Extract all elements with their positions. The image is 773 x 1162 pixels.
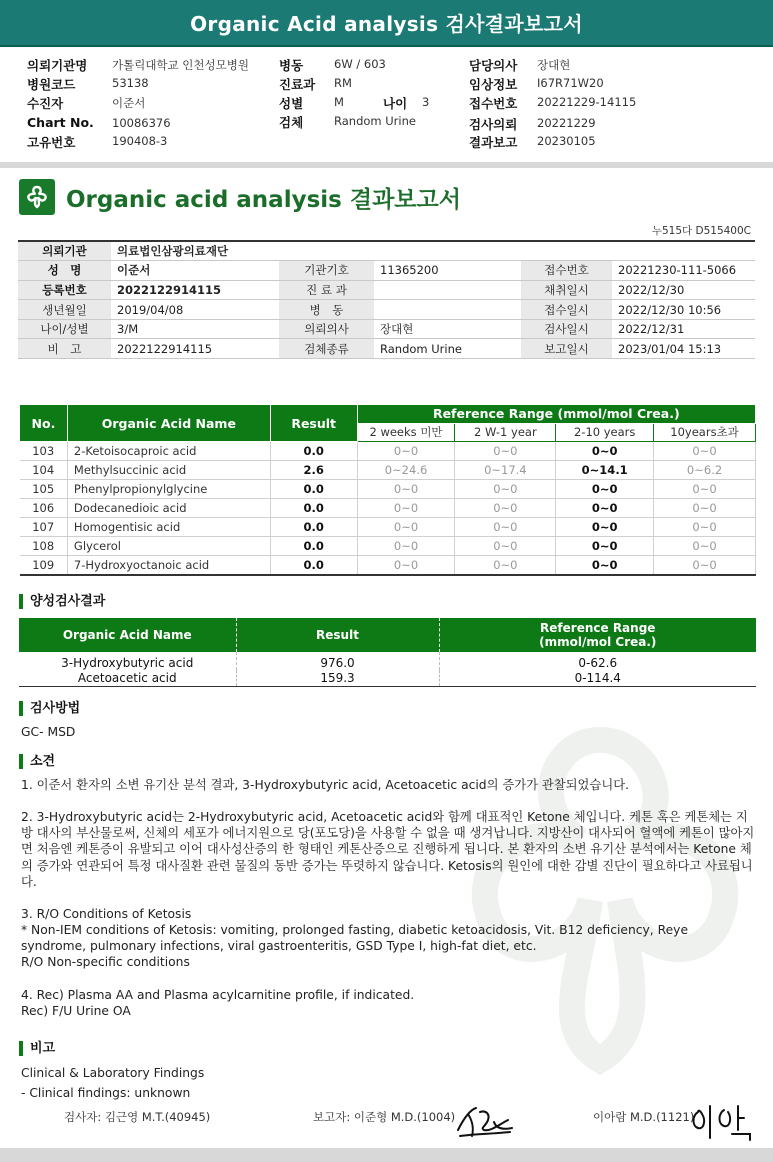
header-label: 의뢰기관명	[27, 58, 88, 73]
pos-ref-line2: (mmol/mol Crea.)	[539, 635, 657, 649]
header-value-age: 3	[422, 95, 430, 109]
info-label: 접수번호	[521, 261, 612, 281]
info-value: 2022/12/31	[612, 319, 755, 339]
result-value: 0.0	[270, 499, 357, 518]
page-title-bar	[0, 0, 773, 47]
ref-range-2w: 0~24.6	[357, 461, 455, 480]
ref-range-2-10y: 0~0	[556, 556, 654, 575]
info-label: 비 고	[18, 339, 111, 359]
finding-4-rec-plasma: 4. Rec) Plasma AA and Plasma acylcarnitine profile, if indicated.	[21, 988, 415, 1002]
ref-range-1y: 0~0	[455, 480, 556, 499]
ref-range-2w: 0~0	[357, 556, 455, 575]
result-name: Glycerol	[67, 537, 270, 556]
result-no: 107	[20, 518, 68, 537]
pos-ref: 0-114.4	[439, 670, 756, 686]
pos-ref-line1: Reference Range	[540, 621, 656, 635]
result-value: 0.0	[270, 556, 357, 575]
info-value: 11365200	[374, 261, 521, 281]
info-value: 2022122914115	[111, 280, 279, 300]
header-label: 검사의뢰	[469, 117, 518, 132]
header-value: I67R71W20	[537, 76, 604, 90]
info-value	[374, 280, 521, 300]
header-value: 190408-3	[112, 134, 168, 148]
ref-range-2-10y: 0~14.1	[556, 461, 654, 480]
info-value: 2022/12/30 10:56	[612, 300, 755, 320]
header-label: 임상정보	[469, 77, 518, 92]
result-value: 2.6	[270, 461, 357, 480]
header-label: 고유번호	[27, 135, 76, 150]
ref-range-2w: 0~0	[357, 480, 455, 499]
finding-4-rec-urine: Rec) F/U Urine OA	[21, 1004, 131, 1018]
header-label: 병원코드	[27, 77, 76, 92]
info-value: 의료법인삼광의료재단	[111, 241, 755, 261]
tester-signature-label: 검사자: 김근영 M.T.(40945)	[64, 1110, 211, 1124]
pos-col-header-result: Result	[236, 618, 439, 652]
remarks-line-2: - Clinical findings: unknown	[21, 1086, 191, 1100]
header-label: 진료과	[279, 77, 316, 92]
pos-name: 3-Hydroxybutyric acid	[19, 652, 236, 670]
remarks-line-1: Clinical & Laboratory Findings	[21, 1066, 205, 1080]
header-value: RM	[334, 76, 352, 90]
info-label: 보고일시	[521, 339, 612, 359]
result-row	[20, 442, 756, 461]
ref-subheader: 2 W-1 year	[455, 423, 556, 442]
info-label: 등록번호	[18, 280, 111, 300]
result-name: 7-Hydroxyoctanoic acid	[67, 556, 270, 575]
remarks-section-title: 비고	[19, 1041, 55, 1056]
findings-section-title: 소견	[19, 754, 55, 769]
result-value: 0.0	[270, 537, 357, 556]
result-name: Dodecanedioic acid	[67, 499, 270, 518]
header-value: 20221229	[537, 116, 596, 130]
info-label: 접수일시	[521, 300, 612, 320]
lab-logo-icon	[19, 179, 55, 215]
info-label: 나이/성별	[18, 319, 111, 339]
method-section-title: 검사방법	[19, 701, 80, 716]
pos-col-header-ref	[439, 618, 756, 652]
result-no: 103	[20, 442, 68, 461]
pos-result: 976.0	[236, 652, 439, 670]
ref-range-10y-plus: 0~0	[654, 442, 756, 461]
result-no: 104	[20, 461, 68, 480]
ref-range-2w: 0~0	[357, 518, 455, 537]
info-value: 2019/04/08	[111, 300, 279, 320]
reporter-signature-label: 보고자: 이준형 M.D.(1004)	[313, 1110, 456, 1124]
reviewer-handwritten-signature	[688, 1100, 760, 1142]
finding-3-heading: 3. R/O Conditions of Ketosis	[21, 907, 192, 921]
info-label: 성 명	[18, 261, 111, 281]
result-no: 106	[20, 499, 68, 518]
header-value: 20221229-14115	[537, 95, 637, 109]
result-row	[20, 480, 756, 499]
info-label: 병 동	[279, 300, 374, 320]
col-header-ref: Reference Range (mmol/mol Crea.)	[357, 405, 755, 424]
header-value: 6W / 603	[334, 57, 386, 71]
info-value: 2022122914115	[111, 339, 279, 359]
page-title: Organic Acid analysis 검사결과보고서	[190, 12, 583, 36]
ref-subheader: 2-10 years	[556, 423, 654, 442]
finding-3-nonspecific: R/O Non-specific conditions	[21, 955, 190, 969]
reviewer-signature-label: 이아람 M.D.(1121)	[593, 1110, 695, 1124]
ref-range-2-10y: 0~0	[556, 442, 654, 461]
info-value: 2022/12/30	[612, 280, 755, 300]
ref-range-1y: 0~0	[455, 518, 556, 537]
header-value: M	[334, 95, 344, 109]
report-title: Organic acid analysis 결과보고서	[66, 187, 461, 213]
finding-3-detail: * Non-IEM conditions of Ketosis: vomiting, prolonged fasting, diabetic ketoacidosis, Vit. B12 deficiency, Reye syndrome, pulmonary infections, viral gastroenteritis, GSD Type I, high-fat diet, etc.	[21, 923, 689, 954]
col-header-no: No.	[20, 405, 68, 442]
footer-bar	[0, 1148, 773, 1162]
result-name: Homogentisic acid	[67, 518, 270, 537]
ref-range-2-10y: 0~0	[556, 499, 654, 518]
patient-header	[0, 50, 773, 162]
header-label: 접수번호	[469, 96, 518, 111]
ref-range-2-10y: 0~0	[556, 480, 654, 499]
info-value: Random Urine	[374, 339, 521, 359]
ref-range-10y-plus: 0~0	[654, 518, 756, 537]
ref-range-10y-plus: 0~0	[654, 480, 756, 499]
section-divider	[0, 162, 773, 168]
info-label: 진 료 과	[279, 280, 374, 300]
ref-range-10y-plus: 0~0	[654, 537, 756, 556]
header-value: Random Urine	[334, 114, 416, 128]
ref-range-2w: 0~0	[357, 499, 455, 518]
info-value: 장대현	[374, 319, 521, 339]
result-row	[20, 556, 756, 575]
ref-range-1y: 0~0	[455, 537, 556, 556]
info-label: 생년월일	[18, 300, 111, 320]
result-value: 0.0	[270, 518, 357, 537]
header-value: 가톨릭대학교 인천성모병원	[112, 58, 249, 72]
pos-result: 159.3	[236, 670, 439, 686]
header-label-age: 나이	[383, 96, 408, 111]
ref-range-2-10y: 0~0	[556, 537, 654, 556]
positive-section-title: 양성검사결과	[19, 594, 105, 609]
ref-range-1y: 0~0	[455, 499, 556, 518]
info-value	[374, 300, 521, 320]
results-table	[19, 404, 756, 576]
header-label: 병동	[279, 58, 304, 73]
result-name: 2-Ketoisocaproic acid	[67, 442, 270, 461]
col-header-name: Organic Acid Name	[67, 405, 270, 442]
ref-range-1y: 0~0	[455, 556, 556, 575]
header-value: 20230105	[537, 134, 596, 148]
info-label: 채취일시	[521, 280, 612, 300]
ref-range-10y-plus: 0~6.2	[654, 461, 756, 480]
result-name: Phenylpropionylglycine	[67, 480, 270, 499]
report-code: 누515다 D515400C	[651, 225, 751, 237]
method-value: GC- MSD	[21, 725, 76, 739]
header-label: 검체	[279, 115, 304, 130]
ref-subheader: 2 weeks 미만	[357, 423, 455, 442]
info-value: 3/M	[111, 319, 279, 339]
result-row	[20, 499, 756, 518]
result-no: 108	[20, 537, 68, 556]
info-value: 2023/01/04 15:13	[612, 339, 755, 359]
ref-range-1y: 0~0	[455, 442, 556, 461]
patient-info-table	[18, 240, 755, 359]
header-label: Chart No.	[27, 115, 94, 130]
info-value: 이준서	[111, 261, 279, 281]
col-header-result: Result	[270, 405, 357, 442]
ref-range-10y-plus: 0~0	[654, 556, 756, 575]
result-row	[20, 518, 756, 537]
ref-subheader: 10years초과	[654, 423, 756, 442]
header-value: 10086376	[112, 116, 171, 130]
header-value: 이준서	[112, 96, 146, 110]
result-name: Methylsuccinic acid	[67, 461, 270, 480]
result-row	[20, 461, 756, 480]
header-value: 장대현	[537, 58, 571, 72]
header-label: 결과보고	[469, 135, 518, 150]
ref-range-10y-plus: 0~0	[654, 499, 756, 518]
header-label: 성별	[279, 96, 304, 111]
info-value: 20221230-111-5066	[612, 261, 755, 281]
result-row	[20, 537, 756, 556]
info-label: 의뢰의사	[279, 319, 374, 339]
pos-name: Acetoacetic acid	[19, 670, 236, 686]
pos-col-header-name: Organic Acid Name	[19, 618, 236, 652]
result-value: 0.0	[270, 480, 357, 499]
result-no: 105	[20, 480, 68, 499]
header-label: 담당의사	[469, 58, 518, 73]
header-label: 수진자	[27, 96, 64, 111]
result-no: 109	[20, 556, 68, 575]
info-label: 검체종류	[279, 339, 374, 359]
result-value: 0.0	[270, 442, 357, 461]
finding-paragraph-2: 2. 3-Hydroxybutyric acid는 2-Hydroxybutyric acid, Acetoacetic acid와 함께 대표적인 Ketone 체입니다. 케톤 혹은 케톤체는 지방 대사의 부산물로써, 신체의 세포가 에너지원으로 당(포도당)을 사용할 수 없을 때 생겨납니다. 지방산이 대사되어 혈액에 케톤이 많아지면 처음엔 케톤증이 유발되고 이어 대사성산증의 한 형태인 케톤산증으로 진행하게 됩니다. 본 환자의 소변 유기산 분석에서는 Ketone 체의 증가와 연관되어 특정 대사질환 관련 물질의 동반 증가는 뚜렷하지 않습니다. Ketosis의 원인에 대한 감별 진단이 필요하다고 사료됩니다.	[21, 810, 755, 889]
finding-paragraph-1: 1. 이준서 환자의 소변 유기산 분석 결과, 3-Hydroxybutyric acid, Acetoacetic acid의 증가가 관찰되었습니다.	[21, 778, 629, 792]
info-label: 의뢰기관	[18, 241, 111, 261]
ref-range-2w: 0~0	[357, 442, 455, 461]
header-value: 53138	[112, 76, 149, 90]
ref-range-2w: 0~0	[357, 537, 455, 556]
reporter-handwritten-signature	[450, 1100, 520, 1140]
info-label: 검사일시	[521, 319, 612, 339]
ref-range-2-10y: 0~0	[556, 518, 654, 537]
pos-ref: 0-62.6	[578, 656, 618, 670]
info-label: 기관기호	[279, 261, 374, 281]
positive-results-table	[19, 618, 756, 687]
ref-range-1y: 0~17.4	[455, 461, 556, 480]
